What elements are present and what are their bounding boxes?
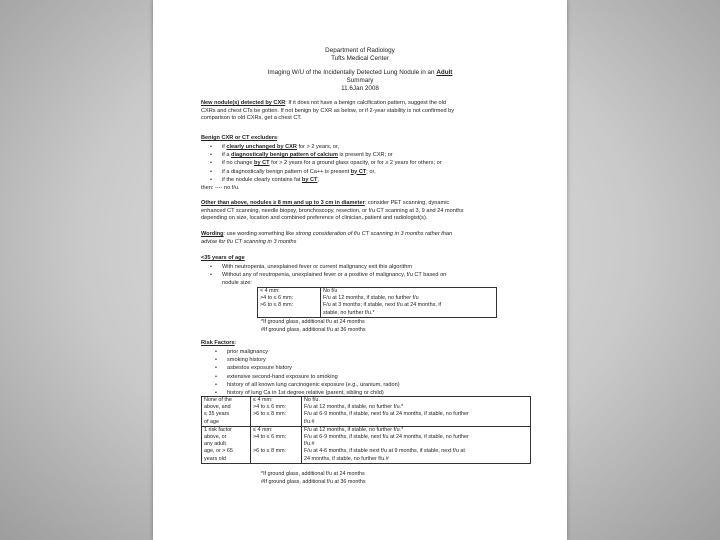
list-item: • if clearly unchanged by CXR for > 2 years, or,	[210, 144, 340, 150]
list-item: • Without any of neutropenia, unexplained fever or a positive of malignancy, f/u CT based on	[210, 272, 447, 279]
benign-then: then: ---- no f/u.	[201, 185, 240, 191]
table-row: ≤ 35 years >6 to ≤ 8 mm: F/u at 6-9 months, if stable, next f/u at 24 months, if stable, no further	[202, 411, 531, 418]
list-item: • With neutropenia, unexplained fever or current malignancy exit this algorithm	[210, 264, 412, 270]
document-page	[153, 0, 567, 540]
list-item: • if no change by CT for > 2 years for a ground glass opacity, or for ≥ 2 years for others; or	[210, 160, 442, 167]
list-item: • history of lung Ca in 1st degree relative (parent, sibling or child)	[215, 390, 384, 397]
list-item: • smoking history	[215, 357, 266, 364]
benign-list	[210, 143, 442, 184]
table-row: >6 to ≤ 8 mm: F/u at 3 months; if stable, next f/u at 24 months, if	[258, 302, 497, 309]
wording-section: Wording: use wording something like strong consideration of f/u CT scanning in 3 months rather than advise for f/u CT scanning in 3 months	[201, 231, 453, 245]
table-row: stable, no further f/u.*	[258, 310, 497, 318]
document-title: Imaging W/U of the Incidentally Detected Lung Nodule in an Adult	[267, 69, 453, 76]
other-section: Other than above, nodules ≥ 8 mm and up to 3 cm in diameter: consider PET scanning, dynamic enhanced CT scanning, needle biopsy, bronchoscopy, resection, or f/u CT scanning at 3, 9 and 24 months depending on size, location and combined preference of clinician, patient and radiologist(s).	[201, 200, 464, 222]
table-row: None of the ≤ 4 mm: No f/u.	[202, 397, 531, 405]
summary-line: Summary	[346, 77, 374, 84]
table-row: any adult f/u.#	[202, 441, 531, 448]
list-item: • if a diagnostically benign pattern of calcium is present by CXR; or	[210, 152, 393, 159]
age-list	[210, 263, 446, 288]
risk-size-table	[201, 396, 531, 464]
list-item: • if the nodule clearly contains fat by CT,	[210, 176, 320, 183]
risk-footnotes: *If ground glass, additional f/u at 24 months #If ground glass, additional f/u at 36 months	[261, 471, 366, 485]
age-heading: <35 years of age	[201, 255, 245, 261]
table-row: above, and >4 to ≤ 6 mm: F/u at 12 months, if stable, no further f/u.*	[202, 404, 531, 411]
table-row: >4 to ≤ 6 mm: F/u at 12 months, if stable, no further f/u	[258, 295, 497, 302]
age-size-table	[257, 287, 497, 318]
table-row: < 4 mm: No f/u	[258, 288, 497, 296]
list-item: • history of all known lung carcinogenic exposure (e.g., uranium, radon)	[215, 381, 400, 388]
table-row: 1 risk factor ≤ 4 mm: F/u at 12 months, if stable, no further f/u.*	[202, 426, 531, 434]
list-item: nodule size:	[222, 280, 252, 287]
list-item: • extensive second-hand exposure to smoking	[215, 373, 338, 380]
benign-section: Benign CXR or CT excluders:	[201, 135, 279, 141]
date-line: 11.6Jan 2008	[341, 85, 379, 92]
new-nodule-section: New nodule(s) detected by CXR: If it does not have a benign calcification pattern, suggest the old CXRs and chest CTs be gotten. If not benign by CXR as below, or if 2-year stability is not confirmed by comparison to old CXRs, get a chest CT.	[201, 100, 455, 122]
list-item: • if a diagnostically benign pattern of Ca++ is present by CT; or,	[210, 168, 376, 175]
table-row: of age f/u.#	[202, 419, 531, 427]
list-item: • prior malignancy	[215, 349, 269, 355]
risk-heading: Risk Factors:	[201, 340, 237, 346]
table-row: above, or >4 to ≤ 6 mm: F/u at 6-9 months, if stable, next f/u at 24 months, if stable, no further	[202, 434, 531, 441]
age-footnotes: *If ground glass, additional f/u at 24 months #If ground glass, additional f/u at 36 months	[261, 319, 366, 333]
table-row: age, or > 65 >6 to ≤ 8 mm: F/u at 4-6 months, if stable next f/u at 9 months, if stable, next f/u at	[202, 448, 531, 455]
risk-list	[215, 348, 400, 397]
list-item: • asbestos exposure history	[215, 365, 292, 372]
department-line: Department of Radiology	[325, 47, 395, 54]
center-line: Tufts Medical Center	[331, 55, 389, 62]
table-row: years old 24 months, if stable, no further f/u.#	[202, 456, 531, 464]
